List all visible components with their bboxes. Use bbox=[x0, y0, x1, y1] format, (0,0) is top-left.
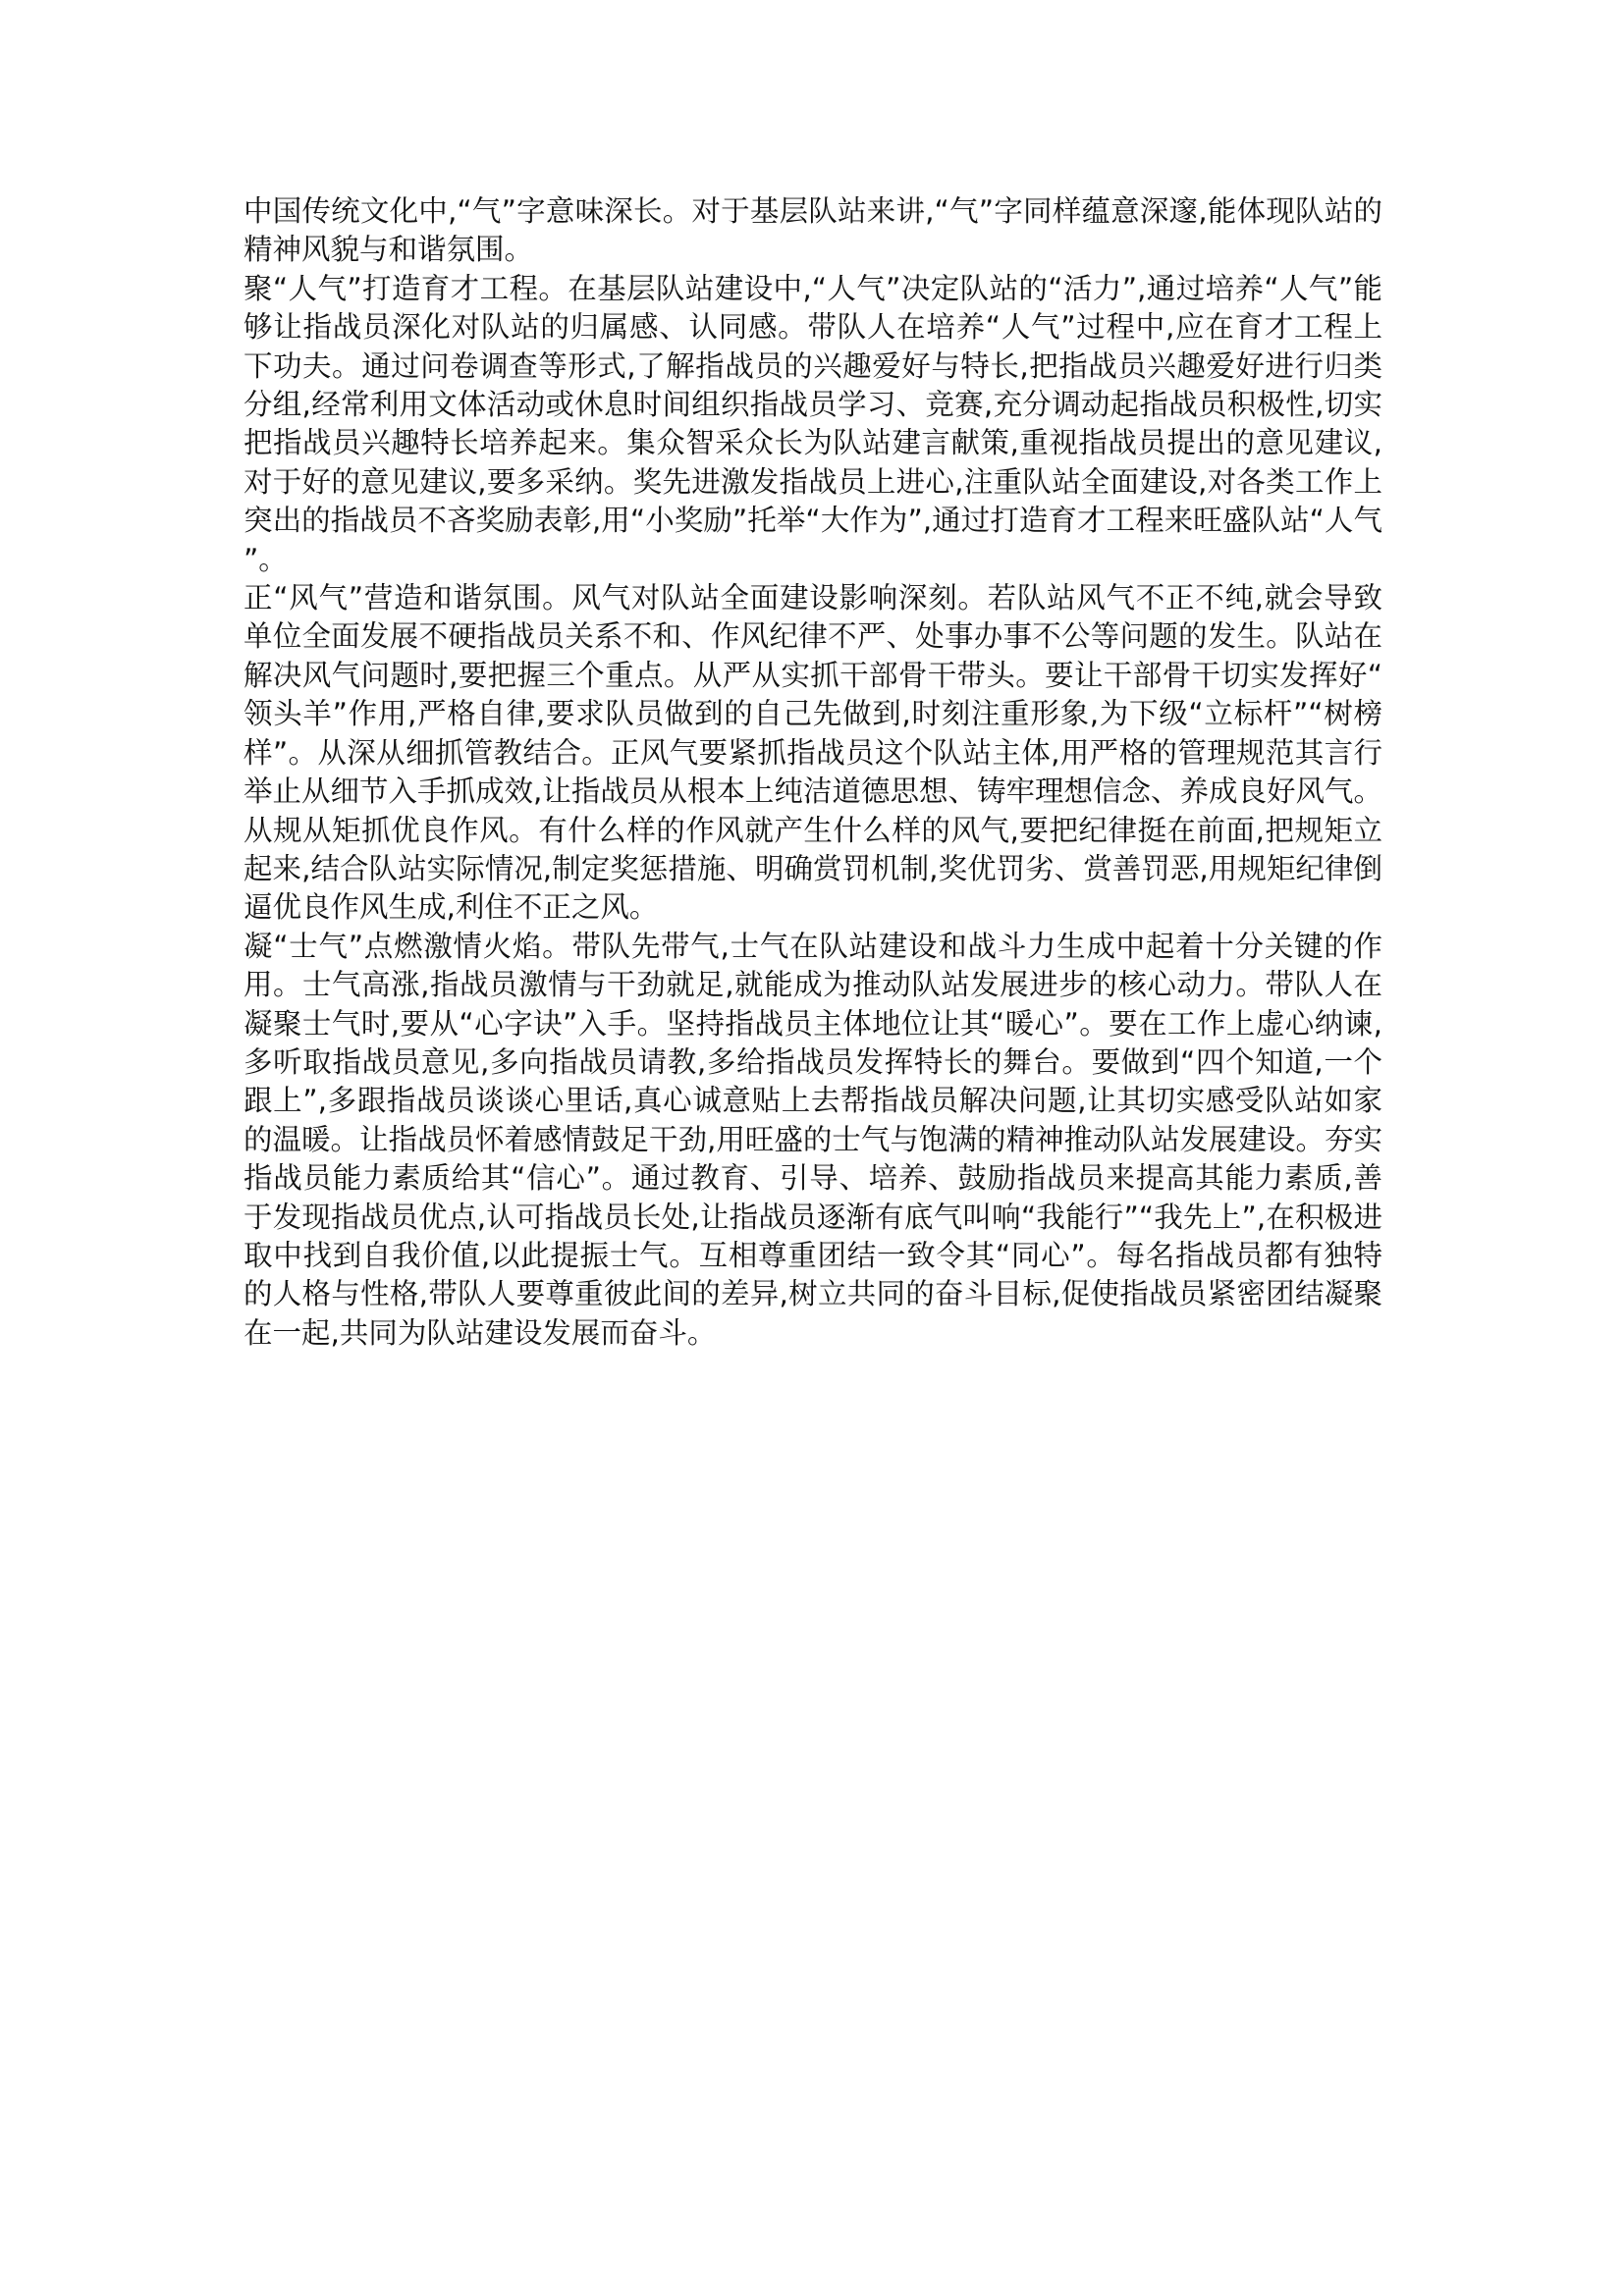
fengqi-paragraph: 正“风气”营造和谐氛围。风气对队站全面建设影响深刻。若队站风气不正不纯,就会导致单位全面发展不硬指战员关系不和、作风纪律不严、处事办事不公等问题的发生。队站在解决风气问题时,要把握三个重点。从严从实抓干部骨干带头。要让干部骨干切实发挥好“领头羊”作用,严格自律,要求队员做到的自己先做到,时刻注重形象,为下级“立标杆”“树榜样”。从深从细抓管教结合。正风气要紧抓指战员这个队站主体,用严格的管理规范其言行举止从细节入手抓成效,让指战员从根本上纯洁道德思想、铸牢理想信念、养成良好风气。从规从矩抓优良作风。有什么样的作风就产生什么样的风气,要把纪律挺在前面,把规矩立起来,结合队站实际情况,制定奖惩措施、明确赏罚机制,奖优罚劣、赏善罚恶,用规矩纪律倒逼优良作风生成,利住不正之风。 bbox=[244, 581, 1382, 925]
article-body bbox=[244, 192, 1382, 1353]
renqi-paragraph: 聚“人气”打造育才工程。在基层队站建设中,“人气”决定队站的“活力”,通过培养“人气”能够让指战员深化对队站的归属感、认同感。带队人在培养“人气”过程中,应在育才工程上下功夫。通过问卷调查等形式,了解指战员的兴趣爱好与特长,把指战员兴趣爱好进行归类分组,经常利用文体活动或休息时间组织指战员学习、竞赛,充分调动起指战员积极性,切实把指战员兴趣特长培养起来。集众智采众长为队站建言献策,重视指战员提出的意见建议,对于好的意见建议,要多采纳。奖先进激发指战员上进心,注重队站全面建设,对各类工作上突出的指战员不吝奖励表彰,用“小奖励”托举“大作为”,通过打造育才工程来旺盛队站“人气”。 bbox=[244, 271, 1382, 576]
shiqi-paragraph: 凝“士气”点燃激情火焰。带队先带气,士气在队站建设和战斗力生成中起着十分关键的作用。士气高涨,指战员激情与干劲就足,就能成为推动队站发展进步的核心动力。带队人在凝聚士气时,要从“心字诀”入手。坚持指战员主体地位让其“暖心”。要在工作上虚心纳谏,多听取指战员意见,多向指战员请教,多给指战员发挥特长的舞台。要做到“四个知道,一个跟上”,多跟指战员谈谈心里话,真心诚意贴上去帮指战员解决问题,让其切实感受队站如家的温暖。让指战员怀着感情鼓足干劲,用旺盛的士气与饱满的精神推动队站发展建设。夯实指战员能力素质给其“信心”。通过教育、引导、培养、鼓励指战员来提高其能力素质,善于发现指战员优点,认可指战员长处,让指战员逐渐有底气叫响“我能行”“我先上”,在积极进取中找到自我价值,以此提振士气。互相尊重团结一致令其“同心”。每名指战员都有独特的人格与性格,带队人要尊重彼此间的差异,树立共同的奋斗目标,促使指战员紧密团结凝聚在一起,共同为队站建设发展而奋斗。 bbox=[244, 929, 1382, 1350]
intro-paragraph: 中国传统文化中,“气”字意味深长。对于基层队站来讲,“气”字同样蕴意深邃,能体现队站的精神风貌与和谐氛围。 bbox=[244, 194, 1382, 267]
